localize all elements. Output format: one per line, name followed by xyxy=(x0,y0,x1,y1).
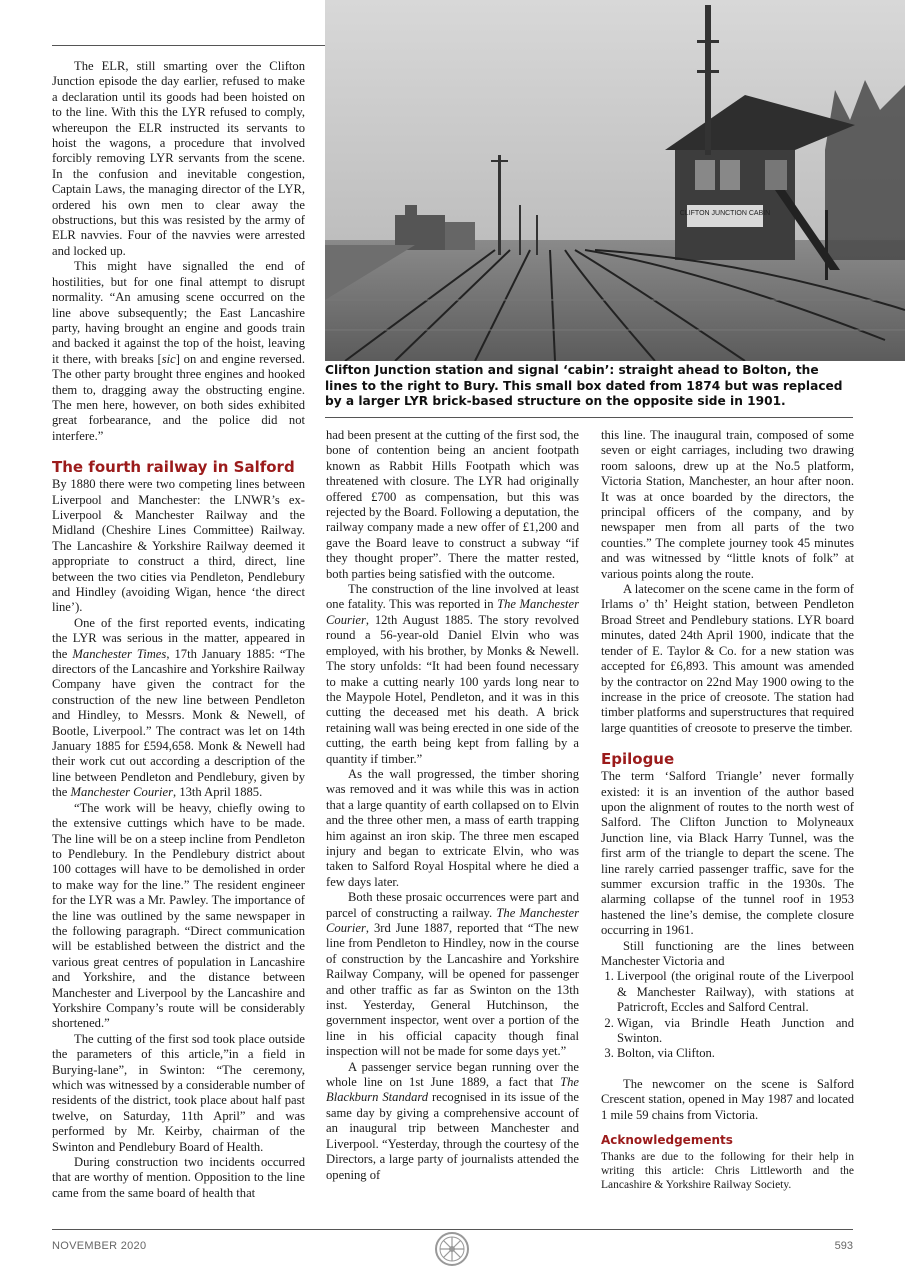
paragraph: As the wall progressed, the timber shoring was removed and it was while this was in action that a large quantity of earth collapsed on to Elvin and the three other men, a mass of earth trapping him against an iron skip. The three men escaped injury and began to extricate Elvin, who was taken to Salford Royal Hospital where he died a few days later. xyxy=(326,766,579,889)
caption-rule xyxy=(325,417,853,418)
list-item: 3. Bolton, via Clifton. xyxy=(617,1046,854,1061)
clifton-junction-photo xyxy=(325,0,905,361)
list-item: 2. Wigan, via Brindle Heath Junction and Swinton. xyxy=(617,1016,854,1047)
paragraph: This might have signalled the end of hostilities, but for one final attempt to disrupt normality. “An amusing scene occurred on the line above subsequently; the East Lancashire party, having brought an engine and goods train and backed it against the top of the hoist, leaving it there, with breaks [sic] on and engine reversed. The other party brought three engines and hooked them to, dragging away the obstructing engine. The men here, however, on both sides exhibited great forbearance, and the police did not interfere.” xyxy=(52,259,305,443)
paragraph: During construction two incidents occurred that are worthy of mention. Opposition to the line came from the same board of health that xyxy=(52,1155,305,1200)
column-2 xyxy=(326,428,579,1183)
acknowledgements-heading: Acknowledgements xyxy=(601,1133,733,1148)
paragraph: “The work will be heavy, chiefly owing to the extensive cuttings which have to be made. The line will be on a steep incline from Pendleton to Pendlebury. In the Pendlebury district about 100 cottages will have to be demolished in order to make way for the line.” The resident engineer for the LYR was a Mr. Pawley. The importance of the line was outlined by the same newspaper in the following paragraph. “Direct communication will be established between the district and the various great centres of population in Lancashire and Yorkshire, and the distance between Manchester and Liverpool by the Lancashire and Yorkshire Company’s route will be considerably shortened.” xyxy=(52,800,305,1031)
page-number: 593 xyxy=(834,1240,853,1252)
paragraph: The construction of the line involved at least one fatality. This was reported in The Manchester Courier, 12th August 1885. The story revolved round a 56-year-old Daniel Elvin who was employed, with his brother, by Monks & Newell. The story unfolds: “It had been found necessary to make a cutting nearly 100 yards long near to the Maypole Hotel, Pendleton, and it was in this cutting the deceased met his death. A brick retaining wall was being erected in one side of the cutting, the earth being kept from falling by a quantity if timber.” xyxy=(326,582,579,766)
photo-illustration xyxy=(325,0,905,361)
paragraph: One of the first reported events, indicating the LYR was serious in the matter, appeared in the Manchester Times, 17th January 1885: “The directors of the Lancashire and Yorkshire Railway Company have given the contract for the construction of the new line between Pendleton and Hindley, to Messrs. Monk & Newell, of Bootle, Liverpool.” The contract was let on 14th January 1885 for £594,658. Monk & Newell had their work cut out according a description of the line between Pendleton and Pendlebury, given by the Manchester Courier, 13th April 1885. xyxy=(52,615,305,800)
paragraph: this line. The inaugural train, composed of some seven or eight carriages, including two drawing room saloons, drew up at the No.5 platform, Victoria Station, Manchester, an hour after noon. It was at once boarded by the directors, the principal officers of the company, and by newspaper men from all parts of the two counties.” The complete journey took 45 minutes and was witnessed by “little knots of folk” at various points along the route. xyxy=(601,428,854,581)
photo-caption: Clifton Junction station and signal ‘cabin’: straight ahead to Bolton, the lines to the right to Bury. This small box dated from 1874 but was replaced by a larger LYR brick-based structure on the opposite side in 1901. xyxy=(325,363,843,409)
list-item: 1. Liverpool (the original route of the Liverpool & Manchester Railway), with stations at Patricroft, Eccles and Salford Central. xyxy=(617,969,854,1015)
paragraph: The cutting of the first sod took place outside the parameters of this article,”in a field in Burying-lane”, in Swinton: “The ceremony, which was witnessed by a considerable number of residents of the district, took place about half past twelve, on Saturday, 11th April” and was performed by Mr. Keirby, chairman of the Swinton and Pendlebury Board of Health. xyxy=(52,1031,305,1154)
paragraph: The term ‘Salford Triangle’ never formally existed: it is an invention of the author based upon the alignment of routes to the north west of Salford. The Clifton Junction to Molyneaux Junction line, via Black Harry Tunnel, was the first arm of the triangle to depart the scene. The line rarely carried passenger traffic, save for the summer excursion traffic in the 1930s. The alarming collapse of the tunnel roof in 1953 hastened the line’s demise, the complete closure occurring in 1961. xyxy=(601,769,854,938)
top-rule xyxy=(52,45,325,46)
routes-list xyxy=(601,969,854,1061)
paragraph: Both these prosaic occurrences were part and parcel of constructing a railway. The Manchester Courier, 3rd June 1887, reported that “The new line from Pendleton to Hindley, now in the course of construction by the Lancashire and Yorkshire Railway Company, will be opened for passenger and other traffic as far as Swinton on the 13th inst. Yesterday, General Hutchinson, the government inspector, went over a portion of the line in his official capacity though final inspection will not be made for some days yet.” xyxy=(326,890,579,1059)
section-heading: The fourth railway in Salford xyxy=(52,458,295,477)
section-heading: Epilogue xyxy=(601,750,675,769)
paragraph: A passenger service began running over the whole line on 1st June 1889, a fact that The Blackburn Standard recognised in its issue of the same day by giving a comprehensive account of an inaugural trip between Manchester and Liverpool. “Yesterday, through the courtesy of the Directors, a large party of journalists attended the opening of xyxy=(326,1059,579,1182)
paragraph: Still functioning are the lines between Manchester Victoria and xyxy=(601,938,854,968)
paragraph: had been present at the cutting of the first sod, the bone of contention being an ancient footpath known as Rabbit Hills Footpath which was threatened with closure. The LYR had originally offered £700 as compensation, but this was rejected by the Board. Following a deputation, the railway company made a new offer of £1,200 and gave the Board leave to construct a subway “if they thought proper”. There the matter rested, both parties being satisfied with the outcome. xyxy=(326,428,579,581)
column-3 xyxy=(601,428,854,1192)
paragraph: The newcomer on the scene is Salford Crescent station, opened in May 1987 and located 1 mile 59 chains from Victoria. xyxy=(601,1076,854,1122)
paragraph: The ELR, still smarting over the Clifton Junction episode the day earlier, refused to make a declaration until its goods had been hoisted on to the line. With this the LYR refused to comply, whereupon the ELR instructed its servants to hoist the wagons, a procedure that involved forcibly removing LYR servants from the scene. In the confusion and inevitable congestion, Captain Laws, the managing director of the LYR, ordered his own men to clear away the obstructions, but this was resisted by the army of ELR navvies. Four of the navvies were arrested and locked up. xyxy=(52,59,305,258)
paragraph: By 1880 there were two competing lines between Liverpool and Manchester: the LNWR’s ex-Liverpool & Manchester Railway and the Midland (Cheshire Lines Committee) Railway. The Lancashire & Yorkshire Railway deemed it appropriate to construct a third, direct, line between the two cities via Pendleton, Pendlebury and Hindley (avoiding Wigan, hence ‘the direct line’). xyxy=(52,477,305,615)
bottom-rule xyxy=(52,1229,853,1230)
acknowledgements-text: Thanks are due to the following for their help in writing this article: Chris Littleworth and the Lancashire & Yorkshire Railway Society. xyxy=(601,1151,854,1192)
wheel-logo-icon xyxy=(434,1231,470,1267)
issue-date: NOVEMBER 2020 xyxy=(52,1240,147,1252)
cabin-sign: CLIFTON JUNCTION CABIN xyxy=(679,210,771,217)
column-1 xyxy=(52,59,305,1201)
paragraph: A latecomer on the scene came in the form of Irlams o’ th’ Height station, between Pendleton Broad Street and Pendlebury stations. LYR board minutes, dated 24th April 1900, indicate that the tender of E. Taylor & Co. for a new station was accepted for £6,893. This amount was amended by the contractor on 22nd May 1900 owing to the increase in the price of creosote. The station had timber platforms and superstructures that required large quantities of creosote to preserve the timber. xyxy=(601,582,854,735)
